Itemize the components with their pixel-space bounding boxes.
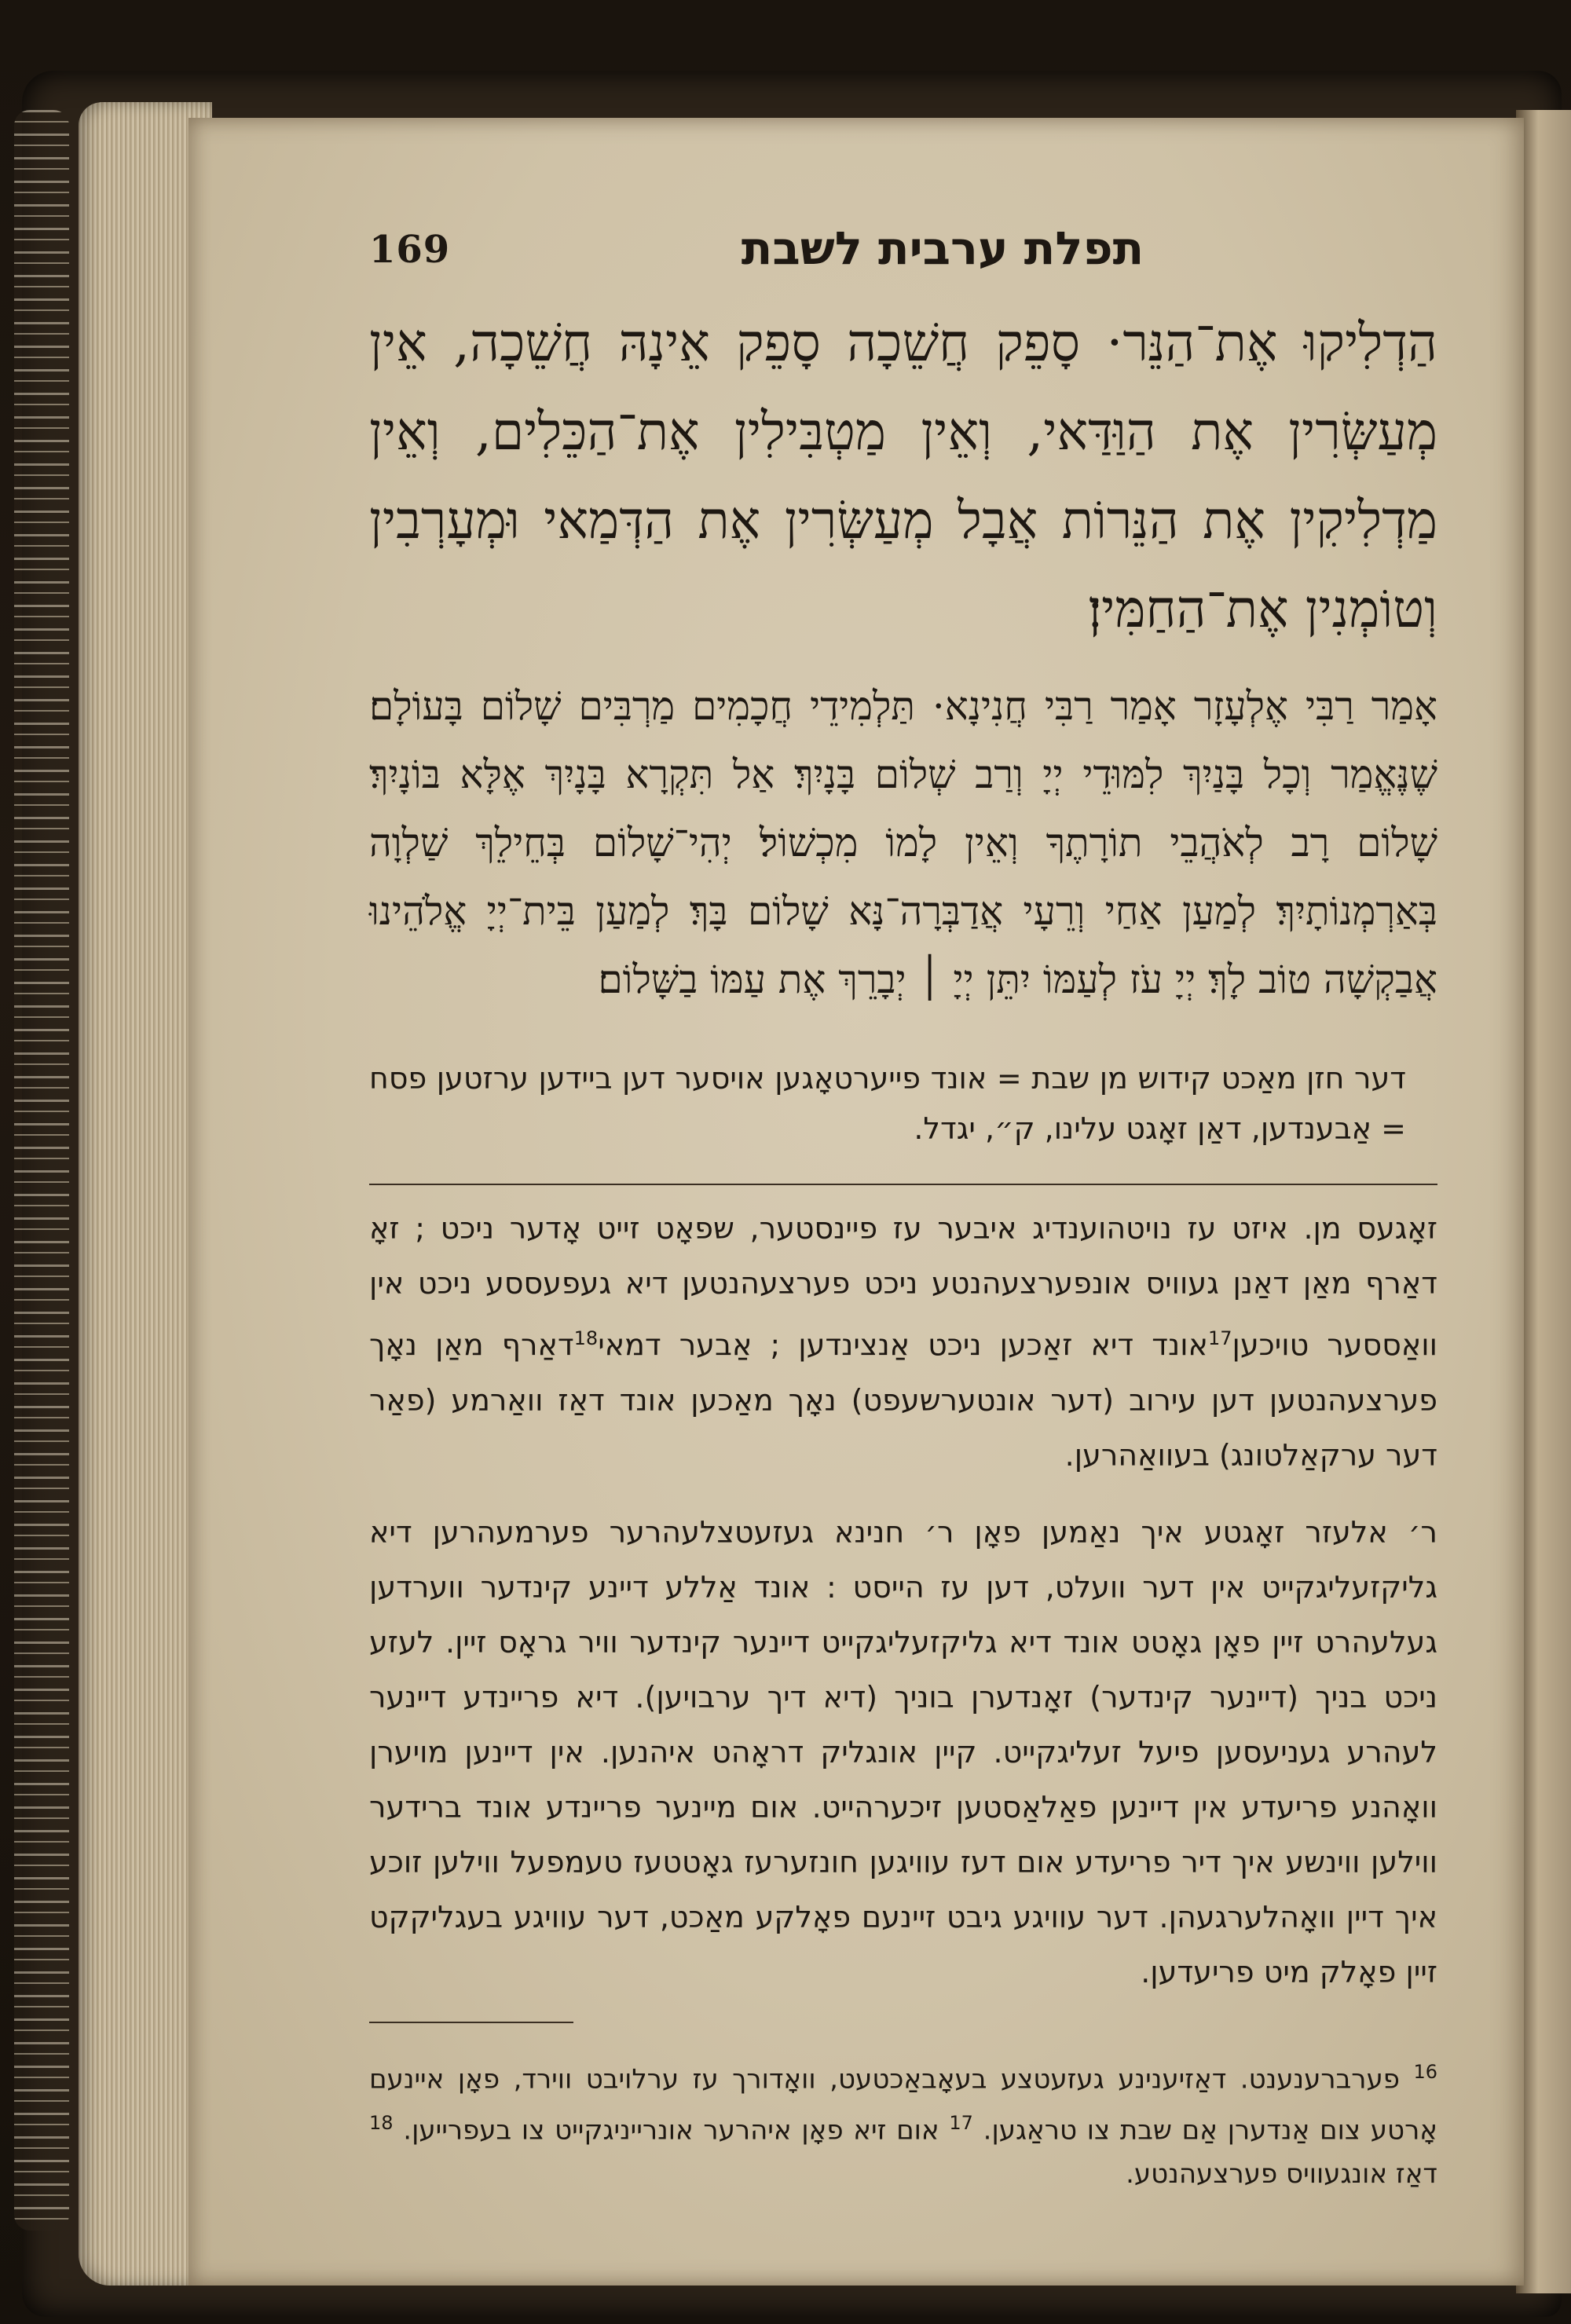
cover-edge [14, 110, 69, 2231]
mishnah-text: הַדְלִיקוּ אֶת־הַנֵּר· סָפֵק חֲשֵׁכָה סָפֵק אֵינָהּ חֲשֵׁכָה, אֵין מְעַשְּׂרִין אֶת הַוַּדַּאי, וְאֵין מַטְבִּילִין אֶת־הַכֵּלִים, וְאֵין מַדְלִיקִין אֶת הַנֵּרוֹת אֲבָל מְעַשְּׂרִין אֶת הַדְּמַאי וּמְעָרְבִין וְטוֹמְנִין אֶת־הַחַמִּין׃ [369, 313, 1437, 639]
page-number: 169 [369, 228, 451, 272]
footnote-number: 16 [1413, 2060, 1438, 2083]
gemara-text: אָמַר רַבִּי אֶלְעָזָר אָמַר רַבִּי חֲנִינָא· תַּלְמִידֵי חֲכָמִים מַרְבִּים שָׁלוֹם בָּעוֹלָם׃ שֶׁנֶּאֱמַר וְכָל בָּנַיִךְ לִמּוּדֵי יְיָ וְרַב שְׁלוֹם בָּנָיִךְ׃ אַל תִּקְרָא בָּנָיִךְ אֶלָּא בּוֹנָיִךְ׃ שָׁלוֹם רָב לְאֹהֲבֵי תוֹרָתֶךָ וְאֵין לָמוֹ מִכְשׁוֹל׃ יְהִי־שָׁלוֹם בְּחֵילֵךְ שַׁלְוָה בְּאַרְמְנוֹתָיִךְ׃ לְמַעַן אַחַי וְרֵעָי אֲדַבְּרָה־נָּא שָׁלוֹם בָּךְ׃ לְמַעַן בֵּית־יְיָ אֱלֹהֵינוּ אֲבַקְשָׁה טוֹב לָךְ׃ יְיָ עֹז לְעַמּוֹ יִתֵּן יְיָ ׀ יְבָרֵךְ אֶת עַמּוֹ בַשָּׁלוֹם׃ [369, 683, 1437, 1002]
footnote-text: פערברענענט. דאַזיענינע געזעטצע בעאָבאַכטעט, וואָדורך עז ערלויבט ווירד, פאָן איינעם אָרטע צום אַנדערן אַם שבת צו טראַגען. [369, 2062, 1438, 2146]
translation-text: אונד דיא זאַכען ניכט אַנצינדען ; אַבער דמאי [598, 1327, 1208, 1363]
footnote-ref: 18 [573, 1327, 599, 1349]
running-head: תפלת ערבית לשבת [741, 221, 1144, 275]
footnotes [369, 2050, 1437, 2197]
translation-text: זאָגעס מן. איזט עז נויטהוענדיג איבער עז פיינסטער, שפאָט זייט אָדער ניכט ; זאָ דאַרף מאַן דאַנן געוויס אונפערצעהנטע ניכט פערצעהנטען דיא געפעססע ניכט אין וואַססער טויכען [369, 1211, 1437, 1363]
book-page [189, 118, 1524, 2286]
kiddush-instruction: דער חזן מאַכט קידוש מן שבת = אונד פייערטאָגען אויסער דען ביידען ערזטען פסח = אַבענדען, דאַן זאָגט עלינו, ק״, יגדל. [369, 1061, 1406, 1146]
page-text-block [369, 204, 1437, 2223]
translation-paragraph-1 [369, 1201, 1437, 1483]
page-header [369, 204, 1437, 298]
translation-paragraph-2: ר׳ אלעזר זאָגטע איך נאַמען פאָן ר׳ חנינא געזעטצלעהרער פערמעהרען דיא גליקזעליגקייט אין דער וועלט, דען עז הייסט : אונד אַללע דיינע קינדער ווערדען געלעהרט זיין פאָן גאָטט אונד דיא גליקזעליגקייט דיינער קינדער וויר גראָס זיין. לעזע ניכט בניך (דיינער קינדער) זאָנדערן בוניך (דיא דיך ערבויען). דיא פריינדע דיינער לעהרע געניעסען פיעל זעליגקייט. קיין אונגליק דראָהט איהנען. אין דיינען מויערן וואָהנע פריעדע אין דיינען פאַלאַסטען זיכערהייט. אום מיינער פריינדע אונד ברידער ווילען ווינשע איך דיר פריעדע אום דעז עוויגען חונזערעז גאָטטעז טעמפעל ווילען זוכע איך דיין וואָהלערגעהן. דער עוויגע גיבט זיינעם פאָלקע מאַכט, דער עוויגע בעגליקקט זיין פאָלק מיט פריעדען. [369, 1514, 1437, 1989]
footnote-divider [369, 2022, 573, 2023]
footnote-number: 18 [369, 2111, 394, 2134]
facing-page-edge [1516, 110, 1571, 2293]
footnote-text: דאַז אונגעוויס פערצעהנטע. [1126, 2158, 1437, 2190]
footnote-number: 17 [949, 2111, 973, 2134]
translation-text: דאַרף מאַן נאָך פערצעהנטען דען עירוב (דער אונטערשעפט) נאָך מאַכען אונד דאַז וואַרמע (פאַר דער ערקאַלטונג) בעוואַהרען. [369, 1327, 1437, 1473]
footnote-text: אום זיא פאָן איהרער אונרייניגקייט צו בעפרייען. [403, 2114, 939, 2146]
section-divider [369, 1184, 1437, 1185]
footnote-ref: 17 [1207, 1327, 1232, 1349]
